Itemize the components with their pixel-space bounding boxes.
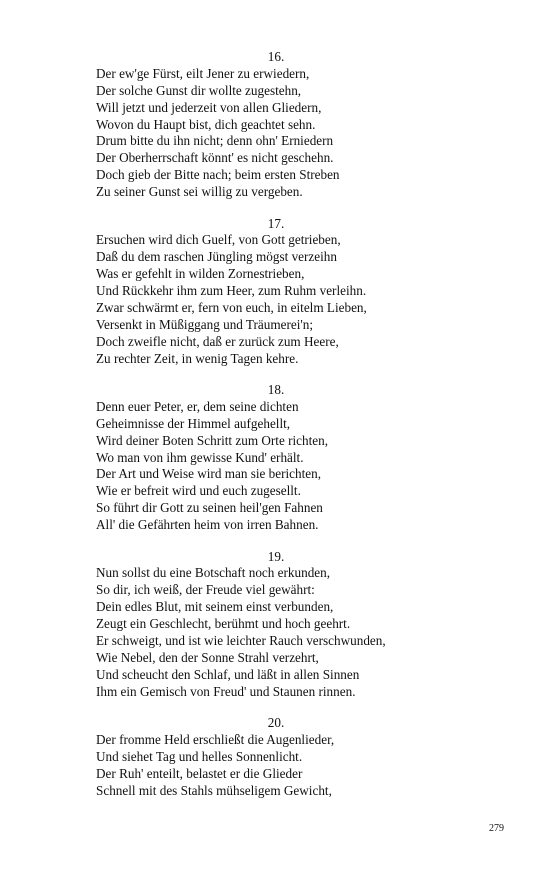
stanza-number: 16. <box>267 49 285 64</box>
poem-body <box>96 49 436 814</box>
stanza <box>96 715 436 799</box>
verse-line: Der Art und Weise wird man sie berichten, <box>96 466 322 482</box>
page-number: 279 <box>489 823 504 834</box>
verse-line: Wird deiner Boten Schritt zum Orte richten, <box>96 432 329 448</box>
verse-line: Wie er befreit wird und euch zugesellt. <box>96 483 301 499</box>
stanza-number: 20. <box>267 715 285 731</box>
verse-line: Er schweigt, und ist wie leichter Rauch verschwunden, <box>96 633 386 648</box>
verse-line: Der solche Gunst dir wollte zugestehn, <box>96 82 302 98</box>
verse-line: Geheimnisse der Himmel aufgehellt, <box>96 415 291 431</box>
verse-line: Wo man von ihm gewisse Kund' erhält. <box>96 449 304 465</box>
verse-line: Doch zweifle nicht, daß er zurück zum Heere, <box>96 333 339 349</box>
verse-line: Zu rechter Zeit, in wenig Tagen kehre. <box>96 350 299 366</box>
verse-line: Nun sollst du eine Botschaft noch erkunden, <box>96 565 331 581</box>
verse-line: Versenkt in Müßiggang und Träumerei'n; <box>96 316 314 332</box>
stanza <box>96 216 436 368</box>
verse-line: Ersuchen wird dich Guelf, von Gott getrieben, <box>96 232 341 248</box>
stanza <box>96 549 436 701</box>
verse-line: Und Rückkehr ihm zum Heer, zum Ruhm verleihn. <box>96 283 367 299</box>
verse-line: Zeugt ein Geschlecht, berühmt und hoch geehrt. <box>96 616 351 632</box>
verse-line: Ihm ein Gemisch von Freud' und Staunen rinnen. <box>96 683 356 699</box>
verse-line: So führt dir Gott zu seinen heil'gen Fahnen <box>96 500 323 516</box>
verse-line: Will jetzt und jederzeit von allen Gliedern, <box>96 99 322 115</box>
stanza-number: 19. <box>267 548 285 564</box>
verse-line: Der ew'ge Fürst, eilt Jener zu erwiedern, <box>96 65 310 81</box>
stanza-number: 17. <box>267 215 285 231</box>
verse-line: Dein edles Blut, mit seinem einst verbunden, <box>96 599 334 615</box>
verse-line: Der fromme Held erschließt die Augenlieder, <box>96 731 335 747</box>
verse-line: Zwar schwärmt er, fern von euch, in eitelm Lieben, <box>96 299 367 315</box>
verse-line: Drum bitte du ihn nicht; denn ohn' Erniedern <box>96 133 334 149</box>
verse-line: Der Ruh' enteilt, belastet er die Glieder <box>96 765 303 781</box>
verse-line: Daß du dem raschen Jüngling mögst verzeihn <box>96 249 337 265</box>
verse-line: Zu seiner Gunst sei willig zu vergeben. <box>96 184 303 200</box>
stanza <box>96 382 436 534</box>
verse-line: Doch gieb der Bitte nach; beim ersten Streben <box>96 167 340 183</box>
verse-line: Und siehet Tag und helles Sonnenlicht. <box>96 748 303 764</box>
verse-line: So dir, ich weiß, der Freude viel gewährt: <box>96 582 315 598</box>
verse-line: Was er gefehlt in wilden Zornestrieben, <box>96 266 305 282</box>
stanza-number: 18. <box>267 382 285 398</box>
verse-line: All' die Gefährten heim von irren Bahnen. <box>96 517 319 533</box>
verse-line: Und scheucht den Schlaf, und läßt in allen Sinnen <box>96 666 360 682</box>
verse-line: Wovon du Haupt bist, dich geachtet sehn. <box>96 116 316 132</box>
stanza <box>96 49 436 201</box>
verse-line: Der Oberherrschaft könnt' es nicht geschehn. <box>96 150 334 166</box>
verse-line: Schnell mit des Stahls mühseligem Gewicht, <box>96 782 332 798</box>
verse-line: Denn euer Peter, er, dem seine dichten <box>96 398 299 414</box>
verse-line: Wie Nebel, den der Sonne Strahl verzehrt, <box>96 649 319 665</box>
